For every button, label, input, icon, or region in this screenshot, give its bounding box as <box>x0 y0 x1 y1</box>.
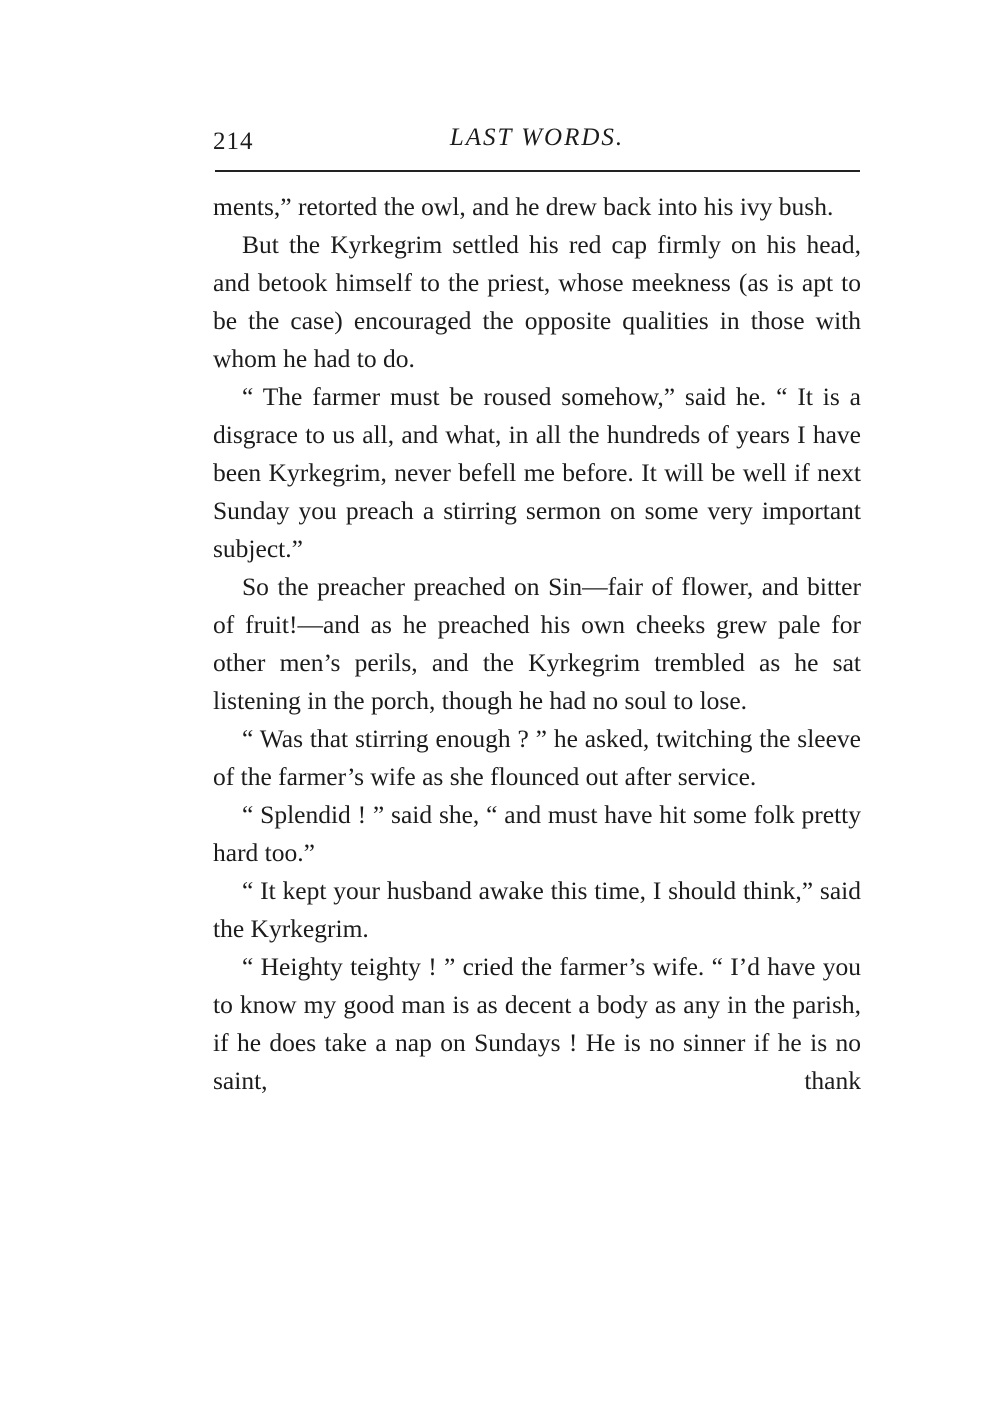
paragraph: But the Kyrkegrim settled his red cap firmly on his head, and betook himself to the priest, whose meekness (as is apt to be the case) encouraged the opposite qualities in those with whom he had to do. <box>213 230 861 373</box>
paragraph: ments,” retorted the owl, and he drew back into his ivy bush. <box>213 192 834 221</box>
paragraph: So the preacher preached on Sin—fair of flower, and bitter of fruit!—and as he preached his own cheeks grew pale for other men’s perils, and the Kyrkegrim trembled as he sat listening in the porch, though he had no soul to lose. <box>213 572 861 715</box>
page-number: 214 <box>213 128 254 155</box>
paragraph: “ The farmer must be roused somehow,” said he. “ It is a disgrace to us all, and what, in all the hundreds of years I have been Kyrkegrim, never befell me before. It will be well if next Sunday you preach a stirring sermon on some very important subject.” <box>213 382 861 563</box>
running-title: LAST WORDS. <box>449 124 625 151</box>
paragraph: “ Heighty teighty ! ” cried the farmer’s wife. “ I’d have you to know my good man is as decent a body as any in the parish, if he does take a nap on Sundays ! He is no sinner if he is no saint, thank <box>213 952 861 1095</box>
paragraph: “ Was that stirring enough ? ” he asked, twitching the sleeve of the farmer’s wife as she flounced out after service. <box>213 724 861 791</box>
paragraph: “ It kept your husband awake this time, I should think,” said the Kyrkegrim. <box>213 876 861 943</box>
header-rule <box>215 170 860 172</box>
page-header <box>213 120 861 160</box>
body-text <box>213 188 861 1100</box>
paragraph: “ Splendid ! ” said she, “ and must have hit some folk pretty hard too.” <box>213 800 861 867</box>
